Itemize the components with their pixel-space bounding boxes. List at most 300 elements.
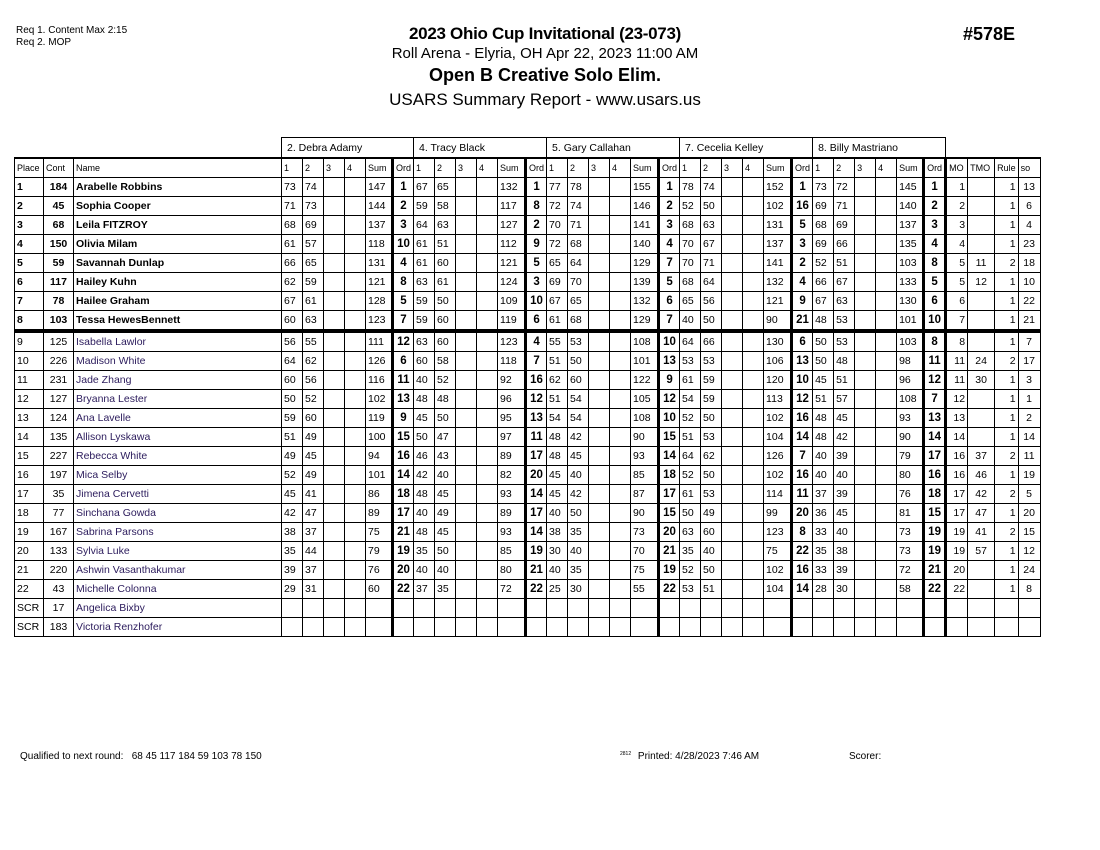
score-1-cell: 78 (680, 178, 701, 197)
ordinal-cell: 9 (792, 292, 813, 311)
header-s4: 4 (743, 158, 764, 178)
score-2-cell: 50 (435, 292, 456, 311)
score-2-cell: 35 (568, 561, 589, 580)
sum-cell: 133 (897, 273, 924, 292)
tmo-cell: 47 (968, 504, 995, 523)
score-3-cell (722, 292, 743, 311)
header-name: Name (74, 158, 282, 178)
score-1-cell: 66 (282, 254, 303, 273)
score-3-cell (855, 618, 876, 637)
table-row (15, 618, 1041, 637)
score-3-cell (456, 523, 477, 542)
cont-cell: 197 (44, 466, 74, 485)
score-1-cell (414, 599, 435, 618)
ordinal-cell: 6 (924, 292, 946, 311)
score-4-cell (477, 197, 498, 216)
score-3-cell (456, 197, 477, 216)
score-3-cell (456, 331, 477, 352)
ordinal-cell: 16 (924, 466, 946, 485)
table-row (15, 428, 1041, 447)
table-row (15, 409, 1041, 428)
score-1-cell: 59 (414, 311, 435, 332)
sum-cell: 135 (897, 235, 924, 254)
mo-cell: 2 (946, 197, 968, 216)
ordinal-cell: 4 (659, 235, 680, 254)
rule-cell: 1 (995, 216, 1019, 235)
place-cell: 16 (15, 466, 44, 485)
score-4-cell (477, 254, 498, 273)
table-row (15, 331, 1041, 352)
score-2-cell: 49 (303, 428, 324, 447)
score-1-cell: 50 (680, 504, 701, 523)
score-1-cell (680, 599, 701, 618)
ordinal-cell: 17 (393, 504, 414, 523)
header-ord: Ord (393, 158, 414, 178)
score-1-cell: 51 (282, 428, 303, 447)
rule-cell (995, 618, 1019, 637)
header-place: Place (15, 158, 44, 178)
score-2-cell: 67 (701, 235, 722, 254)
score-4-cell (345, 618, 366, 637)
score-2-cell: 51 (834, 254, 855, 273)
place-cell: SCR (15, 618, 44, 637)
score-2-cell: 56 (303, 371, 324, 390)
judge-name: 2. Debra Adamy (282, 138, 414, 159)
place-cell: 17 (15, 485, 44, 504)
score-3-cell (456, 409, 477, 428)
name-cell: Jade Zhang (74, 371, 282, 390)
score-2-cell: 40 (568, 542, 589, 561)
score-2-cell: 39 (834, 447, 855, 466)
score-1-cell: 68 (282, 216, 303, 235)
score-2-cell: 63 (834, 292, 855, 311)
score-3-cell (456, 352, 477, 371)
column-header-row (15, 158, 1041, 178)
score-4-cell (610, 235, 631, 254)
ordinal-cell: 11 (792, 485, 813, 504)
tmo-cell (968, 216, 995, 235)
ordinal-cell: 13 (393, 390, 414, 409)
rule-cell: 2 (995, 352, 1019, 371)
sum-cell: 137 (366, 216, 393, 235)
ordinal-cell: 2 (526, 216, 547, 235)
ordinal-cell (659, 618, 680, 637)
score-3-cell (589, 197, 610, 216)
score-4-cell (477, 311, 498, 332)
sum-cell: 100 (366, 428, 393, 447)
score-4-cell (876, 390, 897, 409)
rule-cell: 1 (995, 235, 1019, 254)
score-4-cell (610, 254, 631, 273)
sum-cell: 108 (631, 409, 659, 428)
score-3-cell (324, 485, 345, 504)
place-cell: 5 (15, 254, 44, 273)
score-4-cell (345, 178, 366, 197)
tmo-cell (968, 178, 995, 197)
score-2-cell: 54 (568, 390, 589, 409)
tmo-cell: 57 (968, 542, 995, 561)
score-1-cell: 61 (414, 235, 435, 254)
score-4-cell (743, 254, 764, 273)
header-s4: 4 (876, 158, 897, 178)
ordinal-cell: 8 (393, 273, 414, 292)
ordinal-cell: 5 (659, 273, 680, 292)
score-2-cell (834, 599, 855, 618)
so-cell: 24 (1018, 561, 1040, 580)
mo-cell: 19 (946, 523, 968, 542)
ordinal-cell: 12 (924, 371, 946, 390)
score-3-cell (722, 542, 743, 561)
rule-cell: 1 (995, 504, 1019, 523)
sum-cell: 123 (498, 331, 526, 352)
header-s3: 3 (722, 158, 743, 178)
score-3-cell (722, 485, 743, 504)
score-1-cell: 72 (547, 235, 568, 254)
score-2-cell: 53 (568, 331, 589, 352)
table-row (15, 390, 1041, 409)
score-3-cell (855, 466, 876, 485)
score-4-cell (610, 523, 631, 542)
score-2-cell: 50 (435, 409, 456, 428)
score-1-cell: 65 (680, 292, 701, 311)
ordinal-cell: 7 (792, 447, 813, 466)
place-cell: 2 (15, 197, 44, 216)
score-1-cell: 69 (547, 273, 568, 292)
score-2-cell (568, 599, 589, 618)
score-4-cell (876, 311, 897, 332)
rule-cell (995, 599, 1019, 618)
ordinal-cell: 10 (393, 235, 414, 254)
ordinal-cell: 13 (526, 409, 547, 428)
score-1-cell: 68 (813, 216, 834, 235)
score-4-cell (743, 331, 764, 352)
score-2-cell: 31 (303, 580, 324, 599)
ordinal-cell: 2 (924, 197, 946, 216)
cont-cell: 150 (44, 235, 74, 254)
score-2-cell: 42 (834, 428, 855, 447)
sum-cell: 137 (764, 235, 792, 254)
score-4-cell (477, 580, 498, 599)
score-1-cell: 29 (282, 580, 303, 599)
table-row (15, 599, 1041, 618)
score-4-cell (345, 216, 366, 235)
score-2-cell: 60 (435, 331, 456, 352)
score-3-cell (324, 352, 345, 371)
sum-cell: 130 (764, 331, 792, 352)
header-s2: 2 (303, 158, 324, 178)
score-1-cell: 37 (414, 580, 435, 599)
score-2-cell: 45 (834, 409, 855, 428)
tmo-cell (968, 580, 995, 599)
score-2-cell: 47 (303, 504, 324, 523)
score-2-cell: 60 (435, 311, 456, 332)
place-cell: 9 (15, 331, 44, 352)
score-3-cell (855, 409, 876, 428)
score-1-cell: 40 (680, 311, 701, 332)
ordinal-cell (393, 599, 414, 618)
sum-cell: 86 (366, 485, 393, 504)
score-3-cell (324, 331, 345, 352)
sum-cell (897, 599, 924, 618)
ordinal-cell: 11 (924, 352, 946, 371)
ordinal-cell: 18 (393, 485, 414, 504)
ordinal-cell: 16 (792, 466, 813, 485)
ordinal-cell: 14 (393, 466, 414, 485)
name-cell: Sophia Cooper (74, 197, 282, 216)
score-4-cell (876, 254, 897, 273)
ordinal-cell: 12 (792, 390, 813, 409)
score-3-cell (855, 292, 876, 311)
score-1-cell: 64 (282, 352, 303, 371)
place-cell: 6 (15, 273, 44, 292)
score-4-cell (610, 504, 631, 523)
ordinal-cell: 9 (526, 235, 547, 254)
ordinal-cell: 14 (526, 485, 547, 504)
header-s1: 1 (680, 158, 701, 178)
ordinal-cell: 21 (792, 311, 813, 332)
score-3-cell (855, 352, 876, 371)
score-1-cell: 62 (547, 371, 568, 390)
score-3-cell (589, 447, 610, 466)
score-1-cell: 69 (813, 235, 834, 254)
sum-cell: 123 (366, 311, 393, 332)
score-4-cell (610, 273, 631, 292)
tmo-cell (968, 235, 995, 254)
score-2-cell: 51 (834, 371, 855, 390)
so-cell: 6 (1018, 197, 1040, 216)
score-3-cell (324, 390, 345, 409)
ordinal-cell: 21 (526, 561, 547, 580)
ordinal-cell: 3 (393, 216, 414, 235)
ordinal-cell (526, 599, 547, 618)
ordinal-cell: 17 (659, 485, 680, 504)
sum-cell: 73 (631, 523, 659, 542)
cont-cell: 183 (44, 618, 74, 637)
score-1-cell: 38 (282, 523, 303, 542)
score-3-cell (855, 311, 876, 332)
score-1-cell: 54 (680, 390, 701, 409)
score-4-cell (477, 447, 498, 466)
sum-cell: 75 (764, 542, 792, 561)
rule-cell: 1 (995, 197, 1019, 216)
mo-cell (946, 618, 968, 637)
sum-cell (498, 618, 526, 637)
header-s1: 1 (414, 158, 435, 178)
name-cell: Olivia Milam (74, 235, 282, 254)
ordinal-cell: 16 (792, 409, 813, 428)
score-4-cell (876, 292, 897, 311)
score-1-cell: 51 (547, 352, 568, 371)
score-4-cell (345, 254, 366, 273)
rule-cell: 2 (995, 447, 1019, 466)
ordinal-cell: 10 (792, 371, 813, 390)
score-1-cell: 64 (414, 216, 435, 235)
score-2-cell: 60 (568, 371, 589, 390)
ordinal-cell: 16 (393, 447, 414, 466)
so-cell (1018, 599, 1040, 618)
score-1-cell: 50 (813, 352, 834, 371)
ordinal-cell: 2 (659, 197, 680, 216)
ordinal-cell: 3 (526, 273, 547, 292)
header-s2: 2 (435, 158, 456, 178)
table-row (15, 447, 1041, 466)
score-2-cell: 67 (834, 273, 855, 292)
score-1-cell: 64 (680, 331, 701, 352)
score-1-cell: 28 (813, 580, 834, 599)
ordinal-cell: 11 (393, 371, 414, 390)
score-2-cell: 40 (435, 561, 456, 580)
score-2-cell: 59 (701, 371, 722, 390)
header-s3: 3 (589, 158, 610, 178)
score-1-cell: 61 (680, 485, 701, 504)
place-cell: SCR (15, 599, 44, 618)
score-3-cell (855, 371, 876, 390)
score-3-cell (589, 331, 610, 352)
tmo-cell: 30 (968, 371, 995, 390)
ordinal-cell: 16 (792, 561, 813, 580)
mo-cell: 17 (946, 504, 968, 523)
score-3-cell (456, 618, 477, 637)
score-4-cell (477, 235, 498, 254)
score-3-cell (722, 235, 743, 254)
score-1-cell: 72 (547, 197, 568, 216)
score-2-cell: 61 (303, 292, 324, 311)
score-4-cell (743, 409, 764, 428)
cont-cell: 117 (44, 273, 74, 292)
score-1-cell: 70 (680, 254, 701, 273)
score-1-cell: 39 (282, 561, 303, 580)
score-2-cell: 45 (435, 523, 456, 542)
score-1-cell: 68 (680, 216, 701, 235)
score-3-cell (722, 390, 743, 409)
score-2-cell: 63 (701, 216, 722, 235)
ordinal-cell: 10 (659, 409, 680, 428)
ordinal-cell: 10 (659, 331, 680, 352)
ordinal-cell: 21 (659, 542, 680, 561)
place-cell: 20 (15, 542, 44, 561)
sum-cell: 114 (764, 485, 792, 504)
ordinal-cell: 4 (526, 331, 547, 352)
score-3-cell (855, 523, 876, 542)
place-cell: 13 (15, 409, 44, 428)
ordinal-cell: 5 (393, 292, 414, 311)
score-2-cell: 71 (834, 197, 855, 216)
ordinal-cell: 19 (659, 561, 680, 580)
ordinal-cell: 7 (526, 352, 547, 371)
ordinal-cell: 9 (659, 371, 680, 390)
score-3-cell (589, 254, 610, 273)
score-3-cell (324, 371, 345, 390)
score-1-cell: 61 (680, 371, 701, 390)
printed-line (620, 751, 759, 762)
tmo-cell: 37 (968, 447, 995, 466)
so-cell: 5 (1018, 485, 1040, 504)
score-1-cell: 50 (813, 331, 834, 352)
score-3-cell (324, 235, 345, 254)
score-1-cell (282, 599, 303, 618)
ordinal-cell: 22 (792, 542, 813, 561)
score-3-cell (456, 273, 477, 292)
mo-cell: 12 (946, 390, 968, 409)
score-2-cell: 40 (435, 466, 456, 485)
sum-cell: 82 (498, 466, 526, 485)
sum-cell: 102 (764, 561, 792, 580)
ordinal-cell: 17 (526, 447, 547, 466)
ordinal-cell: 3 (924, 216, 946, 235)
sum-cell: 121 (366, 273, 393, 292)
score-3-cell (855, 428, 876, 447)
score-4-cell (477, 352, 498, 371)
header-sum: Sum (366, 158, 393, 178)
ordinal-cell: 12 (393, 331, 414, 352)
so-cell: 7 (1018, 331, 1040, 352)
score-4-cell (743, 466, 764, 485)
table-row (15, 485, 1041, 504)
score-1-cell: 60 (282, 311, 303, 332)
score-1-cell: 69 (813, 197, 834, 216)
score-4-cell (477, 542, 498, 561)
sum-cell: 124 (498, 273, 526, 292)
cont-cell: 133 (44, 542, 74, 561)
score-4-cell (345, 485, 366, 504)
sum-cell: 131 (764, 216, 792, 235)
score-1-cell: 70 (547, 216, 568, 235)
score-4-cell (610, 197, 631, 216)
sum-cell: 76 (897, 485, 924, 504)
tmo-cell: 46 (968, 466, 995, 485)
score-4-cell (743, 523, 764, 542)
score-1-cell: 50 (414, 428, 435, 447)
ordinal-cell: 16 (792, 197, 813, 216)
score-2-cell: 42 (568, 428, 589, 447)
place-cell: 8 (15, 311, 44, 332)
score-1-cell: 52 (282, 466, 303, 485)
score-2-cell (568, 618, 589, 637)
table-row (15, 273, 1041, 292)
score-2-cell: 45 (834, 504, 855, 523)
score-2-cell: 39 (834, 485, 855, 504)
score-2-cell: 53 (701, 352, 722, 371)
ordinal-cell: 20 (393, 561, 414, 580)
sum-cell: 108 (897, 390, 924, 409)
ordinal-cell: 12 (526, 390, 547, 409)
score-3-cell (324, 254, 345, 273)
judge-name: 4. Tracy Black (414, 138, 547, 159)
ordinal-cell: 5 (526, 254, 547, 273)
rule-cell: 2 (995, 254, 1019, 273)
table-row (15, 371, 1041, 390)
event-number: #578E (963, 24, 1016, 44)
name-cell: Allison Lyskawa (74, 428, 282, 447)
report-title: USARS Summary Report - www.usars.us (389, 90, 701, 109)
qualified-list: 68 45 117 184 59 103 78 150 (131, 751, 262, 762)
ordinal-cell: 6 (659, 292, 680, 311)
ordinal-cell: 20 (526, 466, 547, 485)
score-4-cell (876, 580, 897, 599)
score-4-cell (876, 409, 897, 428)
score-4-cell (477, 216, 498, 235)
score-1-cell: 35 (414, 542, 435, 561)
header-s1: 1 (282, 158, 303, 178)
score-4-cell (743, 197, 764, 216)
score-4-cell (477, 371, 498, 390)
place-cell: 3 (15, 216, 44, 235)
score-3-cell (456, 178, 477, 197)
score-3-cell (456, 485, 477, 504)
score-2-cell: 69 (303, 216, 324, 235)
sum-cell: 76 (366, 561, 393, 580)
score-3-cell (722, 466, 743, 485)
